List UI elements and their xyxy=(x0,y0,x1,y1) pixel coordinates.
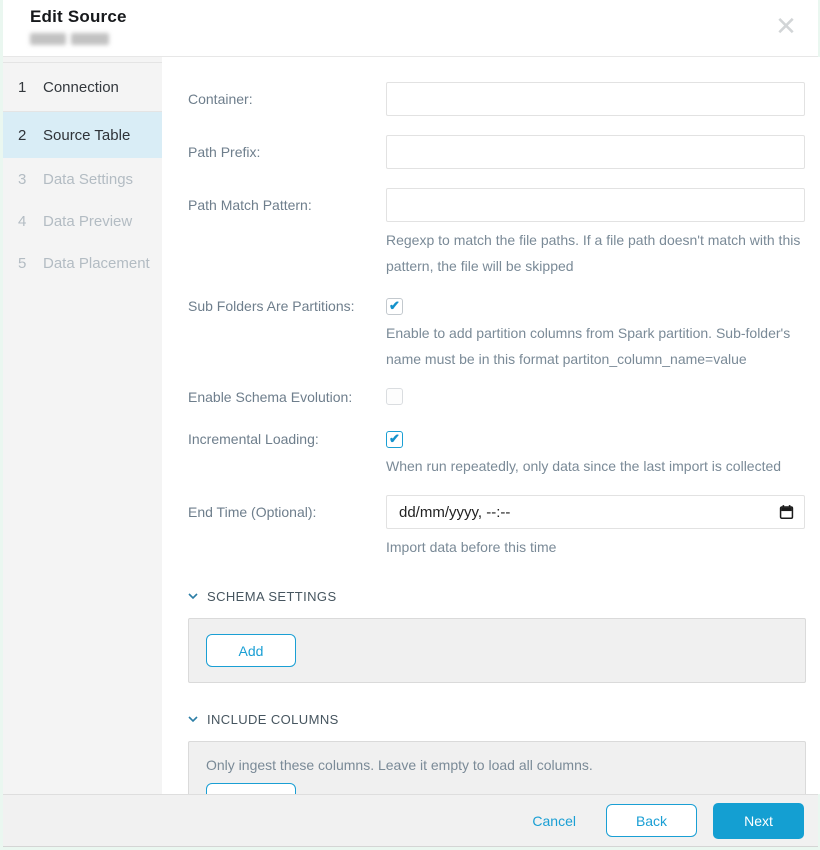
end-time-help: Import data before this time xyxy=(386,539,557,555)
incremental-loading-row xyxy=(188,430,806,479)
step-number: 1 xyxy=(18,78,27,96)
step-label: Source Table xyxy=(43,126,131,144)
schema-settings-header[interactable] xyxy=(188,587,806,605)
modal-body xyxy=(3,57,818,794)
sub-folders-help: Enable to add partition columns from Spark partition. Sub-folder's name must be in this format partiton_column_name=value xyxy=(386,325,791,367)
path-match-pattern-label: Path Match Pattern: xyxy=(188,197,312,213)
schema-evolution-row xyxy=(188,388,806,410)
sidebar-step-connection[interactable] xyxy=(3,62,162,112)
modal-subtitle-redacted xyxy=(30,33,818,45)
redacted-text xyxy=(30,33,66,45)
edit-source-modal xyxy=(3,0,818,847)
path-prefix-input[interactable] xyxy=(386,135,805,169)
sidebar-step-data-preview[interactable] xyxy=(3,200,162,242)
step-number: 3 xyxy=(18,170,27,188)
container-input[interactable] xyxy=(386,82,805,116)
step-label: Data Preview xyxy=(43,212,133,230)
next-button[interactable]: Next xyxy=(713,803,804,839)
modal-header xyxy=(3,0,818,57)
step-label: Data Settings xyxy=(43,170,134,188)
end-time-label: End Time (Optional): xyxy=(188,504,317,520)
container-label: Container: xyxy=(188,91,253,107)
include-columns-note: Only ingest these columns. Leave it empty to load all columns. xyxy=(206,757,593,773)
path-prefix-row xyxy=(188,135,806,169)
schema-settings-panel xyxy=(188,618,806,683)
schema-settings-add-button[interactable]: Add xyxy=(206,634,296,667)
incremental-loading-checkbox[interactable] xyxy=(386,431,403,448)
incremental-loading-label: Incremental Loading: xyxy=(188,431,319,447)
back-button[interactable]: Back xyxy=(606,804,697,837)
form-content xyxy=(162,57,820,794)
step-label: Connection xyxy=(43,78,119,96)
wizard-sidebar xyxy=(3,57,162,794)
modal-footer xyxy=(3,794,818,847)
schema-evolution-checkbox[interactable] xyxy=(386,388,403,405)
redacted-text xyxy=(71,33,109,45)
path-match-pattern-row xyxy=(188,188,806,279)
sidebar-step-data-settings[interactable] xyxy=(3,158,162,200)
schema-settings-title: SCHEMA SETTINGS xyxy=(207,588,337,604)
sub-folders-label: Sub Folders Are Partitions: xyxy=(188,298,355,314)
end-time-row xyxy=(188,495,806,560)
step-number: 5 xyxy=(18,254,27,272)
chevron-down-icon xyxy=(188,587,198,605)
include-columns-title: INCLUDE COLUMNS xyxy=(207,711,339,727)
chevron-down-icon xyxy=(188,710,198,728)
step-number: 4 xyxy=(18,212,27,230)
path-match-pattern-help: Regexp to match the file paths. If a file path doesn't match with this pattern, the file will be skipped xyxy=(386,232,801,274)
modal-title: Edit Source xyxy=(30,7,127,26)
include-columns-header[interactable] xyxy=(188,710,806,728)
sub-folders-checkbox[interactable] xyxy=(386,298,403,315)
sub-folders-row xyxy=(188,297,806,372)
cancel-button[interactable]: Cancel xyxy=(532,812,576,829)
calendar-icon[interactable] xyxy=(779,504,794,525)
sidebar-step-source-table[interactable] xyxy=(3,112,162,158)
sidebar-step-data-placement[interactable] xyxy=(3,242,162,284)
close-icon[interactable]: ✕ xyxy=(775,11,797,41)
container-row xyxy=(188,82,806,116)
path-match-pattern-input[interactable] xyxy=(386,188,805,222)
incremental-loading-help: When run repeatedly, only data since the last import is collected xyxy=(386,458,782,474)
step-number: 2 xyxy=(18,126,27,144)
schema-evolution-label: Enable Schema Evolution: xyxy=(188,389,353,405)
step-label: Data Placement xyxy=(43,254,150,272)
end-time-input[interactable] xyxy=(386,495,805,529)
path-prefix-label: Path Prefix: xyxy=(188,144,261,160)
